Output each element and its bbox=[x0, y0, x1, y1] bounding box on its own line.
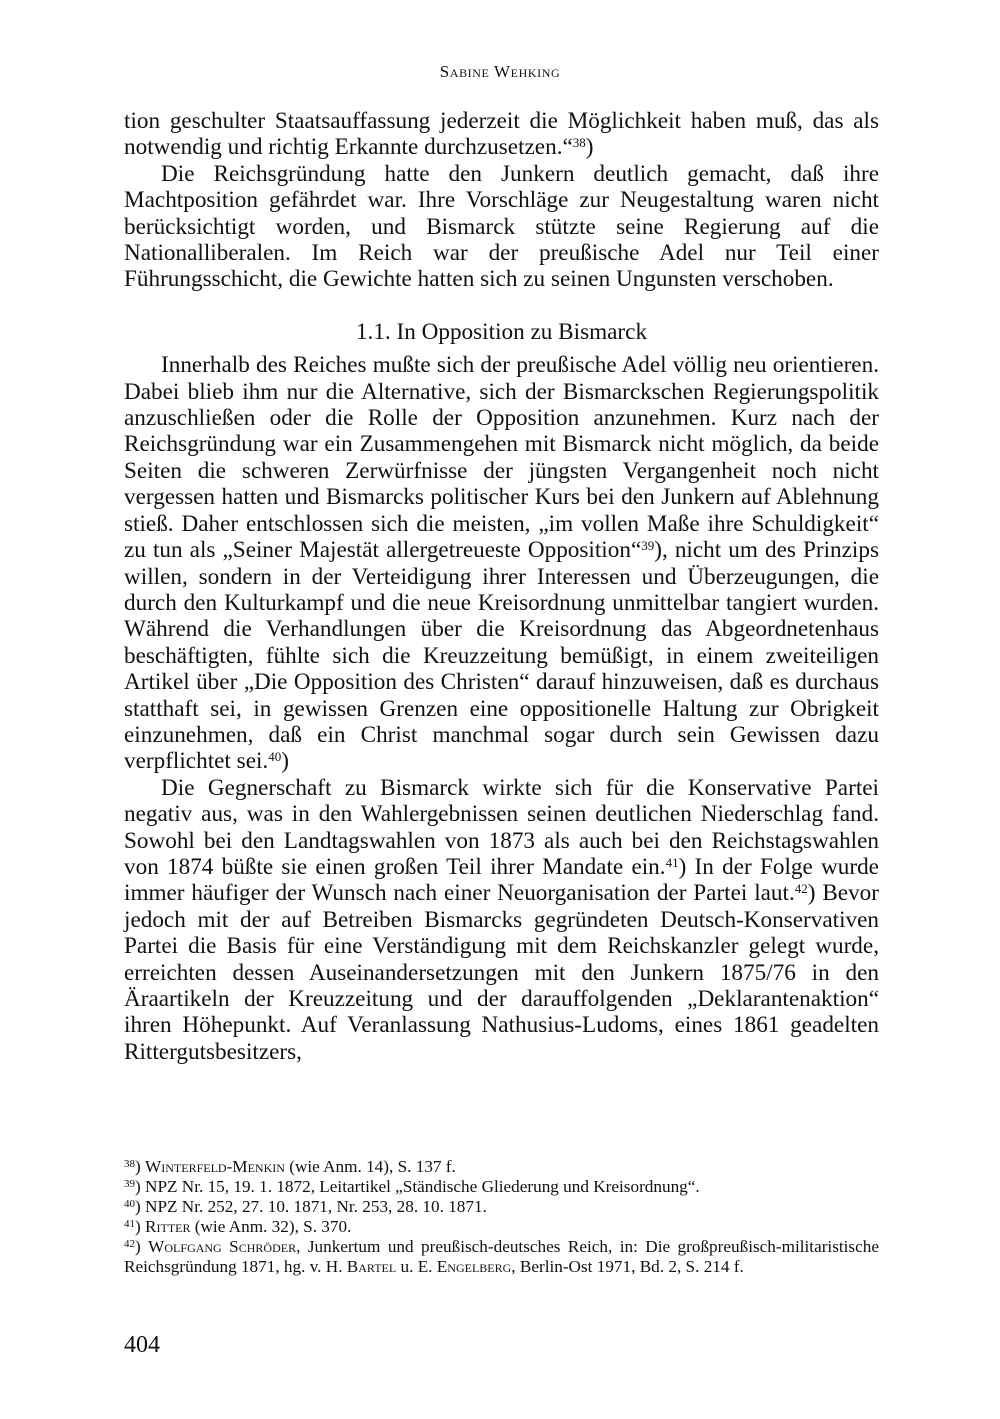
paragraph-text: Die Gegnerschaft zu Bismarck wirkte sich für die Konservative Partei negativ aus, was in den Wahlergebnissen seinen deutlichen Niederschlag fand. Sowohl bei den Landtagswahlen von 1873 als auch bei den Reichstagswahlen von 1874 büßte sie einen großen Teil ihrer Mandate ein. bbox=[124, 774, 879, 880]
footnote: $^{38}$) Winterfeld-Menkin (wie Anm. 14), S. 137 f. bbox=[124, 1157, 456, 1176]
footnote-editor: H. Bartel bbox=[325, 1257, 397, 1276]
paragraph-text: tion geschulter Staatsauffassung jederzeit die Möglichkeit haben muß, das als notwendig und richtig Erkannte durchzusetzen.“ bbox=[124, 108, 879, 161]
paragraph: Die Reichsgründung hatte den Junkern deutlich gemacht, daß ihre Machtposition gefährdet war. Ihre Vorschläge zur Neugestaltung waren nicht berücksichtigt worden, und Bismarck stützte seine Regierung auf die Nationalliberalen. Im Reich war der preußische Adel nur Teil einer Führungsschicht, die Gewichte hatten sich zu seinen Ungunsten verschoben. bbox=[124, 160, 879, 293]
footnote-number: 40 bbox=[124, 1198, 135, 1210]
running-head: Sabine Wehking bbox=[439, 62, 561, 81]
paragraph bbox=[124, 775, 879, 1065]
paragraph bbox=[124, 108, 879, 161]
paragraph-text: ) bbox=[281, 748, 289, 775]
paragraph-text: ), nicht um des Prinzips willen, sondern in der Verteidigung ihrer Interessen und Überzeugungen, die durch den Kulturkampf und die neue Kreisordnung unmittelbar tangiert wurden. Während die Verhandlungen über die Kreisordnung das Abgeordnetenhaus beschäftigten, fühlte sich die Kreuzzeitung bemüßigt, in einem zweiteiligen Artikel über „Die Opposition des Christen“ darauf hinzuweisen, daß es durchaus statthaft sei, in gewissen Grenzen eine oppositionelle Haltung zur Obrigkeit einzunehmen, daß ein Christ manchmal sogar durch sein Gewissen dazu verpflichtet sei. bbox=[124, 537, 879, 775]
footnote-reference[interactable]: 38 bbox=[572, 135, 586, 151]
footnote-text: (wie Anm. 32), S. 370. bbox=[190, 1217, 352, 1236]
footnote: $^{42}$) Wolfgang Schröder, Junkertum und preußisch-deutsches Reich, in: Die großpreußisch-militaristische Reichsgründung 1871, hg. v. H. Bartel u. E. Engelberg, Berlin-Ost 1971, Bd. 2, S. 214 f. bbox=[124, 1237, 879, 1276]
section-heading: 1.1. In Opposition zu Bismarck bbox=[355, 318, 648, 345]
footnote-number: 42 bbox=[124, 1238, 135, 1250]
footnote-reference[interactable]: 41 bbox=[665, 854, 679, 870]
footnote-text: u. bbox=[396, 1257, 418, 1276]
footnote-editor: E. Engelberg bbox=[417, 1257, 512, 1276]
footnote: $^{39}$) NPZ Nr. 15, 19. 1. 1872, Leitartikel „Ständische Gliederung und Kreisordnung“. bbox=[124, 1177, 700, 1196]
footnote-reference[interactable]: 39 bbox=[641, 538, 655, 554]
footnotes bbox=[124, 1157, 879, 1277]
paragraph-text: ) bbox=[585, 134, 594, 161]
footnote-text: NPZ Nr. 15, 19. 1. 1872, Leitartikel „Ständische Gliederung und Kreisordnung“. bbox=[145, 1177, 700, 1196]
footnote-author: Wolfgang Schröder bbox=[148, 1237, 297, 1256]
page-number: 404 bbox=[124, 1332, 160, 1358]
footnote-text: (wie Anm. 14), S. 137 f. bbox=[284, 1157, 456, 1176]
footnote-number: 41 bbox=[124, 1218, 135, 1230]
paragraph-text: ) Bevor jedoch mit der auf Betreiben Bismarcks gegründeten Deutsch-Konservativen Partei die Basis für eine Verständigung mit dem Reichskanzler gelegt wurde, erreichten dessen Auseinandersetzungen mit den Junkern 1875/76 in den Äraartikeln der Kreuzzeitung und der darauffolgenden „Deklarantenaktion“ ihren Höhepunkt. Auf Veranlassung Nathusius-Ludoms, eines 1861 geadelten Rittergutsbesitzers, bbox=[124, 880, 879, 1065]
footnote-text: , Berlin-Ost 1971, Bd. 2, S. 214 f. bbox=[511, 1257, 744, 1276]
body-text bbox=[124, 108, 879, 1065]
footnote-text: NPZ Nr. 252, 27. 10. 1871, Nr. 253, 28. 10. 1871. bbox=[145, 1197, 487, 1216]
footnote-text: , Junkertum und preußisch-deutsches Reich, in: Die großpreußisch-militaristische Reichsgründung 1871, hg. v. bbox=[124, 1237, 879, 1276]
paragraph-text: ) In der Folge wurde immer häufiger der Wunsch nach einer Neuorganisation der Partei laut. bbox=[124, 853, 879, 907]
footnote: $^{41}$) Ritter (wie Anm. 32), S. 370. bbox=[124, 1217, 352, 1236]
footnote-author: Ritter bbox=[145, 1217, 191, 1236]
footnote: $^{40}$) NPZ Nr. 252, 27. 10. 1871, Nr. 253, 28. 10. 1871. bbox=[124, 1197, 487, 1216]
footnote-reference[interactable]: 40 bbox=[268, 749, 282, 765]
footnote-reference[interactable]: 42 bbox=[794, 881, 808, 897]
paragraph-text: Innerhalb des Reiches mußte sich der preußische Adel völlig neu orientieren. Dabei blieb ihm nur die Alternative, sich der Bismarckschen Regierungspolitik anzuschließen oder die Rolle der Opposition anzunehmen. Kurz nach der Reichsgründung war ein Zusammengehen mit Bismarck nicht möglich, da beide Seiten die schweren Zerwürfnisse der jüngsten Vergangenheit noch nicht vergessen hatten und Bismarcks politischer Kurs bei den Junkern auf Ablehnung stieß. Daher entschlossen sich die meisten, „im vollen Maße ihre Schuldigkeit“ zu tun als „Seiner Majestät allergetreueste Opposition“ bbox=[124, 352, 879, 564]
footnote-author: Winterfeld-Menkin bbox=[145, 1157, 285, 1176]
footnote-number: 39 bbox=[124, 1178, 135, 1190]
paragraph bbox=[124, 352, 879, 775]
footnote-number: 38 bbox=[124, 1158, 135, 1170]
